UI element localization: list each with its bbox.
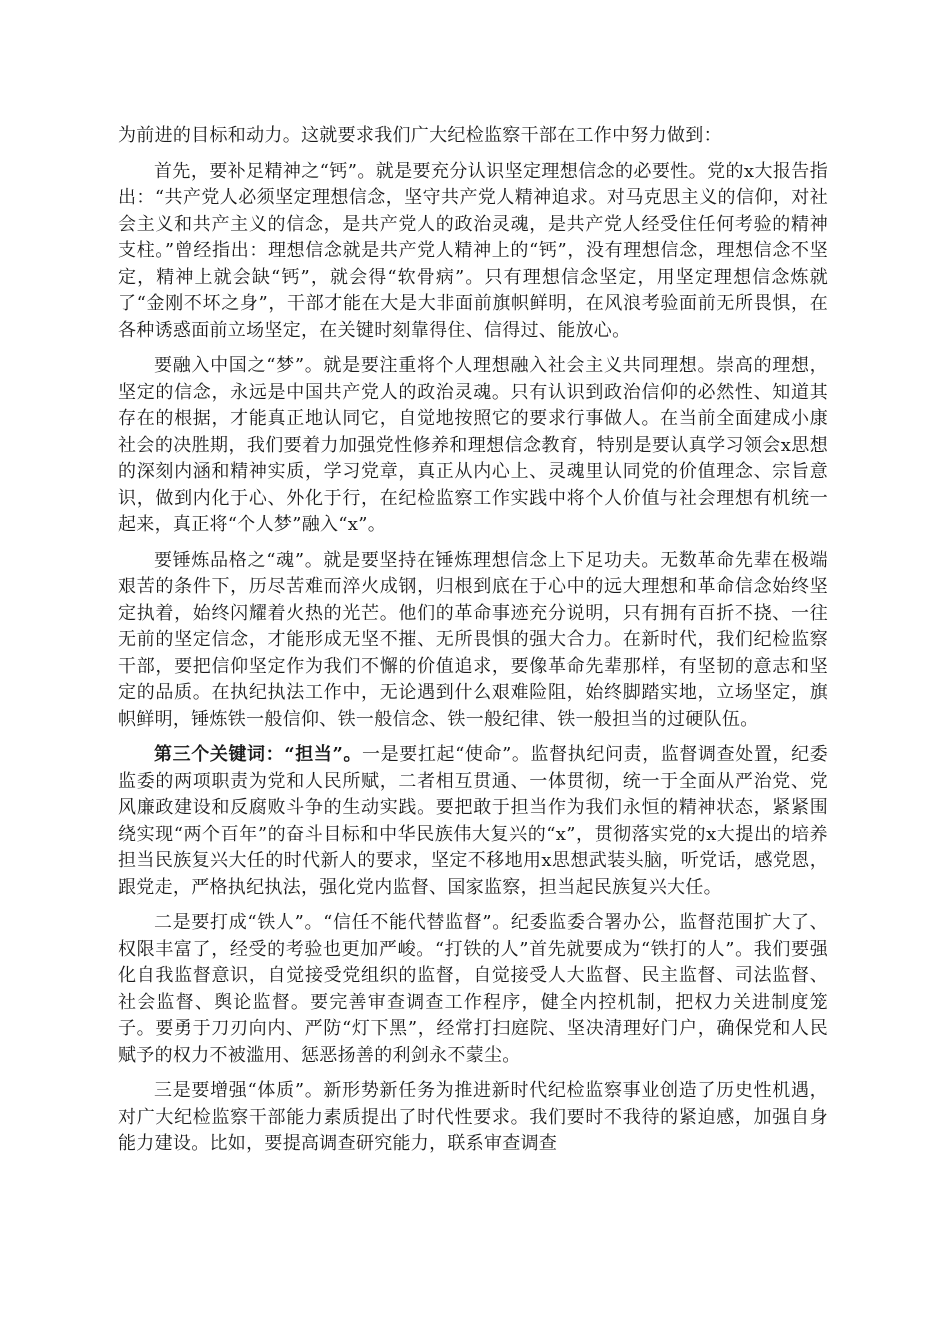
paragraph-text: 为前进的目标和动力。这就要求我们广大纪检监察干部在工作中努力做到： [118, 125, 722, 146]
paragraph-text: 要锤炼品格之“魂”。就是要坚持在锤炼理想信念上下足功夫。无数革命先辈在极端艰苦的条件下，历尽苦难而淬火成钢，归根到底在于心中的远大理想和革命信念始终坚定执着，始终闪耀着火热的光芒。他们的革命事迹充分说明，只有拥有百折不挠、一往无前的坚定信念，才能形成无坚不摧、无所畏惧的强大合力。在新时代，我们纪检监察干部，要把信仰坚定作为我们不懈的价值追求，要像革命先辈那样，有坚韧的意志和坚定的品质。在执纪执法工作中，无论遇到什么艰难险阻，始终脚踏实地，立场坚定，旗帜鲜明，锤炼铁一般信仰、铁一般信念、铁一般纪律、铁一般担当的过硬队伍。 [118, 549, 828, 730]
paragraph-intro-continuation [118, 123, 828, 150]
keyword-heading: 第三个关键词：“担当”。 [154, 744, 363, 765]
paragraph-soul [118, 548, 828, 734]
paragraph-text: 一是要扛起“使命”。监督执纪问责，监督调查处置，纪委监委的两项职责为党和人民所赋，二者相互贯通、一体贯彻，统一于全面从严治党、党风廉政建设和反腐败斗争的生动实践。要把敢于担当作为我们永恒的精神状态，紧紧围绕实现“两个百年”的奋斗目标和中华民族伟大复兴的“x”，贯彻落实党的x大提出的培养担当民族复兴大任的时代新人的要求，坚定不移地用x思想武装头脑，听党话，感党恩，跟党走，严格执纪执法，强化党内监督、国家监察，担当起民族复兴大任。 [118, 744, 828, 898]
paragraph-keyword-responsibility [118, 742, 828, 901]
paragraph-dream [118, 353, 828, 539]
paragraph-calcium [118, 159, 828, 345]
paragraph-physique [118, 1078, 828, 1158]
paragraph-iron-man [118, 910, 828, 1069]
document-body [118, 123, 828, 1167]
paragraph-text: 三是要增强“体质”。新形势新任务为推进新时代纪检监察事业创造了历史性机遇，对广大纪检监察干部能力素质提出了时代性要求。我们要时不我待的紧迫感，加强自身能力建设。比如，要提高调查研究能力，联系审查调查 [118, 1080, 828, 1154]
paragraph-text: 二是要打成“铁人”。“信任不能代替监督”。纪委监委合署办公，监督范围扩大了、权限丰富了，经受的考验也更加严峻。“打铁的人”首先就要成为“铁打的人”。我们要强化自我监督意识，自觉接受党组织的监督，自觉接受人大监督、民主监督、司法监督、社会监督、舆论监督。要完善审查调查工作程序，健全内控机制，把权力关进制度笼子。要勇于刀刃向内、严防“灯下黑”，经常打扫庭院、坚决清理好门户，确保党和人民赋予的权力不被滥用、惩恶扬善的利剑永不蒙尘。 [118, 912, 828, 1066]
paragraph-text: 首先，要补足精神之“钙”。就是要充分认识坚定理想信念的必要性。党的x大报告指出：“共产党人必须坚定理想信念，坚守共产党人精神追求。对马克思主义的信仰，对社会主义和共产主义的信念，是共产党人的政治灵魂，是共产党人经受住任何考验的精神支柱。”曾经指出：理想信念就是共产党人精神上的“钙”，没有理想信念，理想信念不坚定，精神上就会缺“钙”，就会得“软骨病”。只有理想信念坚定，用坚定理想信念炼就了“金刚不坏之身”，干部才能在大是大非面前旗帜鲜明，在风浪考验面前无所畏惧，在各种诱惑面前立场坚定，在关键时刻靠得住、信得过、能放心。 [118, 160, 828, 341]
paragraph-text: 要融入中国之“梦”。就是要注重将个人理想融入社会主义共同理想。崇高的理想，坚定的信念，永远是中国共产党人的政治灵魂。只有认识到政治信仰的必然性、知道其存在的根据，才能真正地认同它，自觉地按照它的要求行事做人。在当前全面建成小康社会的决胜期，我们要着力加强党性修养和理想信念教育，特别是要认真学习领会x思想的深刻内涵和精神实质，学习党章，真正从内心上、灵魂里认同党的价值理念、宗旨意识，做到内化于心、外化于行，在纪检监察工作实践中将个人价值与社会理想有机统一起来，真正将“个人梦”融入“x”。 [118, 355, 828, 535]
